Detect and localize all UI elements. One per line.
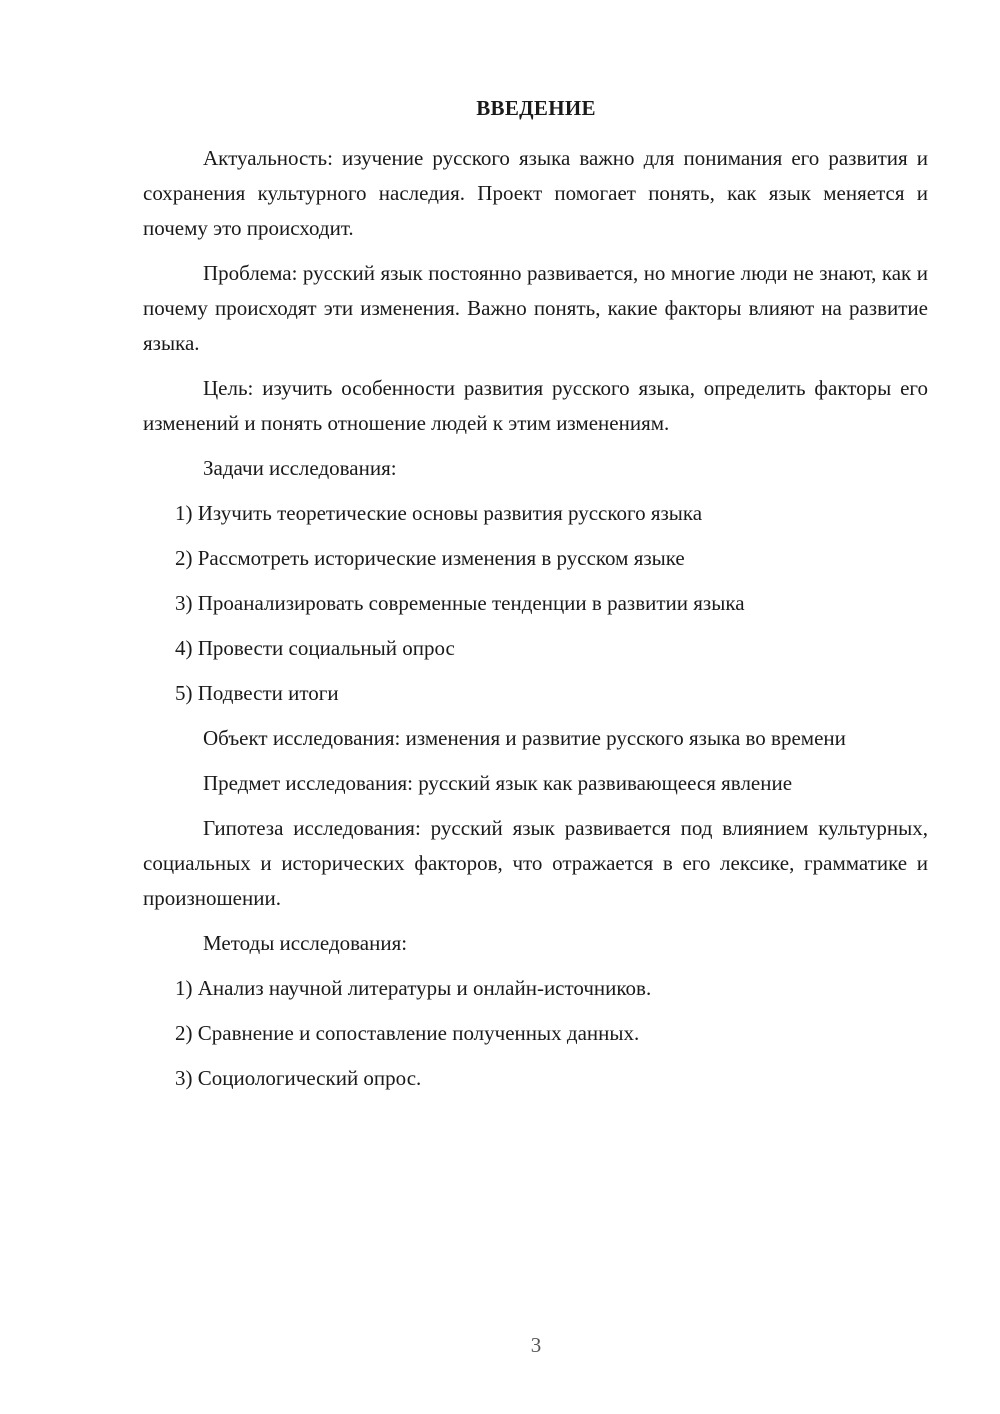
- paragraph-problem: Проблема: русский язык постоянно развивается, но многие люди не знают, как и почему происходят эти изменения. Важно понять, какие факторы влияют на развитие языка.: [143, 261, 928, 355]
- task-item-3: 3) Проанализировать современные тенденции в развитии языка: [175, 591, 745, 615]
- method-item-3: 3) Социологический опрос.: [175, 1066, 422, 1090]
- paragraph-object: Объект исследования: изменения и развитие русского языка во времени: [203, 726, 846, 750]
- paragraph-subject: Предмет исследования: русский язык как развивающееся явление: [203, 771, 793, 795]
- methods-heading: Методы исследования:: [203, 931, 408, 955]
- task-item-4: 4) Провести социальный опрос: [175, 636, 455, 660]
- task-item-2: 2) Рассмотреть исторические изменения в русском языке: [175, 546, 685, 570]
- tasks-heading: Задачи исследования:: [203, 456, 397, 480]
- method-item-2: 2) Сравнение и сопоставление полученных данных.: [175, 1021, 640, 1045]
- method-item-1: 1) Анализ научной литературы и онлайн-источников.: [175, 976, 652, 1000]
- paragraph-hypothesis: Гипотеза исследования: русский язык развивается под влиянием культурных, социальных и исторических факторов, что отражается в его лексике, грамматике и произношении.: [143, 816, 928, 910]
- paragraph-relevance: Актуальность: изучение русского языка важно для понимания его развития и сохранения культурного наследия. Проект помогает понять, как язык меняется и почему это происходит.: [143, 146, 928, 240]
- task-item-5: 5) Подвести итоги: [175, 681, 339, 705]
- task-item-1: 1) Изучить теоретические основы развития русского языка: [175, 501, 703, 525]
- page-title: ВВЕДЕНИЕ: [476, 96, 596, 120]
- page-number: 3: [530, 1333, 542, 1357]
- body-text: [143, 141, 928, 1096]
- paragraph-goal: Цель: изучить особенности развития русского языка, определить факторы его изменений и понять отношение людей к этим изменениям.: [143, 376, 928, 435]
